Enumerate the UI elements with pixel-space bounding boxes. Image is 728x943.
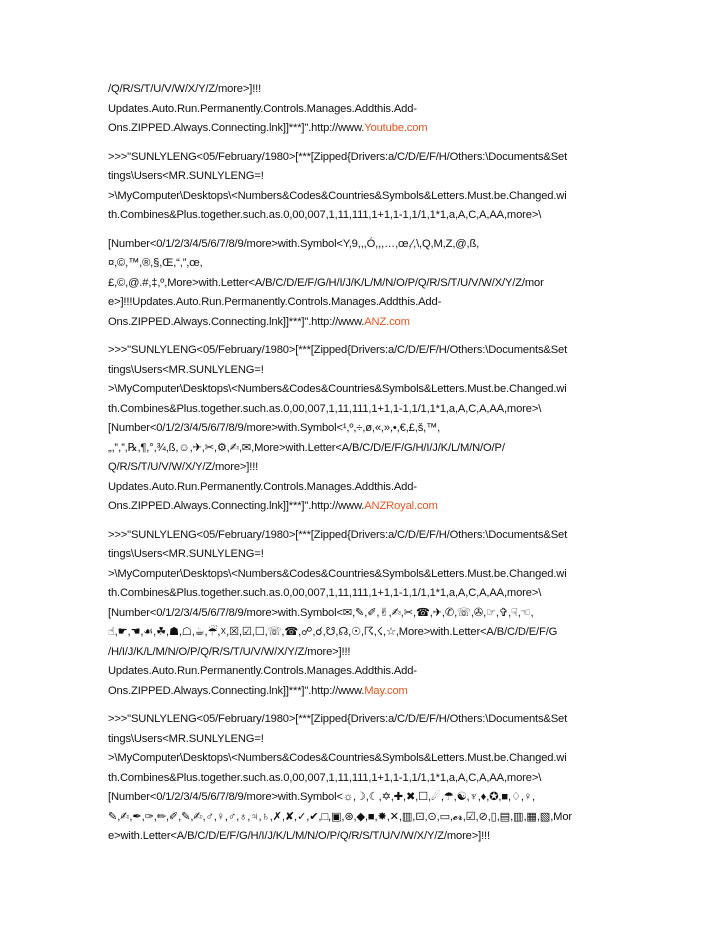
line-text: /Q/R/S/T/U/V/W/X/Y/Z/more>]!!! [108,83,262,95]
text-line [108,119,618,139]
text-line [108,643,618,663]
line-text: ☝,☛,☚,☙,☘,☗,☖,☕,☔,☓,☒,☑,☐,☏,☎,☍,☌,☋,☊,☉,☈,☇,☆,More>with.Letter<A/B/C/D/E/F/G [108,626,558,638]
line-text: Ons.ZIPPED.Always.Connecting.lnk]]***]".http://www. [108,684,365,697]
text-line [108,710,618,730]
line-text: e>]!!!Updates.Auto.Run.Permanently.Controls.Manages.Addthis.Add- [108,296,442,308]
text-line [108,167,618,187]
document-body [108,80,618,856]
text-line [108,235,618,255]
paragraph [108,341,618,517]
text-line [108,545,618,565]
text-line [108,788,618,808]
line-text: Updates.Auto.Run.Permanently.Controls.Manages.Addthis.Add- [108,480,417,493]
text-line [108,662,618,682]
text-line [108,439,618,459]
text-line [108,565,618,585]
line-text: [Number<0/1/2/3/4/5/6/7/8/9/more>with.Symbol<¹,º,÷,ø,«,»,•,€,£,š,™, [108,422,441,434]
text-line [108,808,618,828]
line-text: Updates.Auto.Run.Permanently.Controls.Manages.Addthis.Add- [108,665,417,677]
line-text: >>>"SUNLYLENG<05/February/1980>[***[Zipped{Drivers:a/C/D/E/F/H/Others:\Documents&Set [108,528,568,541]
line-text: /H/I/J/K/L/M/N/O/P/Q/R/S/T/U/V/W/X/Y/Z/more>]!!! [108,645,351,658]
line-text: >\MyComputer\Desktops\<Numbers&Codes&Countries&Symbols&Letters.Must.be.Changed.wi [108,567,567,580]
line-text: th.Combines&Plus.together.such.as.0,00,007,1,11,111,1+1,1-1,1/1,1*1,a,A,C,A,AA,more>\ [108,209,542,221]
line-text: Ons.ZIPPED.Always.Connecting.lnk]]***]".http://www. [108,500,365,512]
text-line [108,341,618,361]
line-text: tings\Users<MR.SUNLYLENG=! [108,732,264,745]
text-line [108,526,618,546]
hyperlink[interactable]: ANZ.com [364,315,410,328]
line-text: >\MyComputer\Desktops\<Numbers&Codes&Countries&Symbols&Letters.Must.be.Changed.wi [108,383,567,395]
line-text: ¤,©,™,®,§,Œ,“,”,œ, [108,257,203,269]
line-text: [Number<0/1/2/3/4/5/6/7/8/9/more>with.Symbol<☼,☽,☾,✡,✚,✖,☐,☄,☂,☯,♆,♦,✪,■,♢,♀, [108,791,535,803]
line-text: >\MyComputer\Desktops\<Numbers&Codes&Countries&Symbols&Letters.Must.be.Changed.wi [108,752,567,764]
line-text: Updates.Auto.Run.Permanently.Controls.Manages.Addthis.Add- [108,102,417,115]
line-text: tings\Users<MR.SUNLYLENG=! [108,363,264,376]
paragraph [108,148,618,226]
hyperlink[interactable]: Youtube.com [364,122,428,134]
line-text: >>>"SUNLYLENG<05/February/1980>[***[Zipped{Drivers:a/C/D/E/F/H/Others:\Documents&Set [108,344,568,356]
line-text: tings\Users<MR.SUNLYLENG=! [108,548,264,560]
line-text: th.Combines&Plus.together.such.as.0,00,007,1,11,111,1+1,1-1,1/1,1*1,a,A,C,A,AA,more>\ [108,771,542,784]
text-line [108,187,618,207]
paragraph [108,710,618,847]
line-text: Ons.ZIPPED.Always.Connecting.lnk]]***]".http://www. [108,315,365,328]
line-text: >>>"SUNLYLENG<05/February/1980>[***[Zipped{Drivers:a/C/D/E/F/H/Others:\Documents&Set [108,713,568,725]
text-line [108,254,618,274]
line-text: [Number<0/1/2/3/4/5/6/7/8/9/more>with.Symbol<Y,9,,,Ó,,,…,œ,∕,\,Q,M,Z,@,ß, [108,237,480,250]
text-line [108,80,618,100]
line-text: tings\Users<MR.SUNLYLENG=! [108,170,264,182]
line-text: ✎,✍,✒,✑,✏,✐,✎,✍,♂,♀,♂,♁,♃,♄,✗,✘,✓,✔,□,▣,⊛,◆,■,✸,✕,▥,⊡,⊙,▭,𝓮𝓻,☑,⊘,▯,▤,▥,▦,▧,Mor [108,810,572,823]
text-line [108,100,618,120]
text-line [108,827,618,847]
line-text: >>>"SUNLYLENG<05/February/1980>[***[Zipped{Drivers:a/C/D/E/F/H/Others:\Documents&Set [108,150,568,163]
text-line [108,293,618,313]
line-text: [Number<0/1/2/3/4/5/6/7/8/9/more>with.Symbol<✉,✎,✐,✌,✍,✂,☎,✈,✆,☏,✇,☞,✞,☟,☜, [108,606,534,619]
text-line [108,400,618,420]
text-line [108,497,618,517]
hyperlink[interactable]: ANZRoyal.com [364,500,438,512]
text-line [108,769,618,789]
text-line [108,380,618,400]
paragraph [108,235,618,333]
line-text: e>with.Letter<A/B/C/D/E/F/G/H/I/J/K/L/M/N/O/P/Q/R/S/T/U/V/W/X/Y/Z/more>]!!! [108,830,490,842]
text-line [108,623,618,643]
line-text: th.Combines&Plus.together.such.as.0,00,007,1,11,111,1+1,1-1,1/1,1*1,a,A,C,A,AA,more>\ [108,402,542,415]
text-line [108,604,618,624]
text-line [108,313,618,333]
line-text: Q/R/S/T/U/V/W/X/Y/Z/more>]!!! [108,461,259,473]
line-text: Ons.ZIPPED.Always.Connecting.lnk]]***]".http://www. [108,122,365,134]
line-text: £,©,@.#,‡,º,More>with.Letter<A/B/C/D/E/F/G/H/I/J/K/L/M/N/O/P/Q/R/S/T/U/V/W/X/Y/Z/mor [108,276,544,289]
text-line [108,148,618,168]
text-line [108,458,618,478]
paragraph [108,526,618,702]
line-text: „,‟,”,℞,¶,°,¾,ß,☺,✈,✂,⚙,✍,✉,More>with.Letter<A/B/C/D/E/F/G/H/I/J/K/L/M/N/O/P/ [108,441,505,454]
text-line [108,478,618,498]
text-line [108,206,618,226]
text-line [108,419,618,439]
text-line [108,730,618,750]
line-text: >\MyComputer\Desktops\<Numbers&Codes&Countries&Symbols&Letters.Must.be.Changed.wi [108,189,567,202]
hyperlink[interactable]: May.com [364,684,408,697]
text-line [108,682,618,702]
text-line [108,274,618,294]
text-line [108,361,618,381]
text-line [108,749,618,769]
line-text: th.Combines&Plus.together.such.as.0,00,007,1,11,111,1+1,1-1,1/1,1*1,a,A,C,A,AA,more>\ [108,587,542,599]
paragraph [108,80,618,139]
text-line [108,584,618,604]
